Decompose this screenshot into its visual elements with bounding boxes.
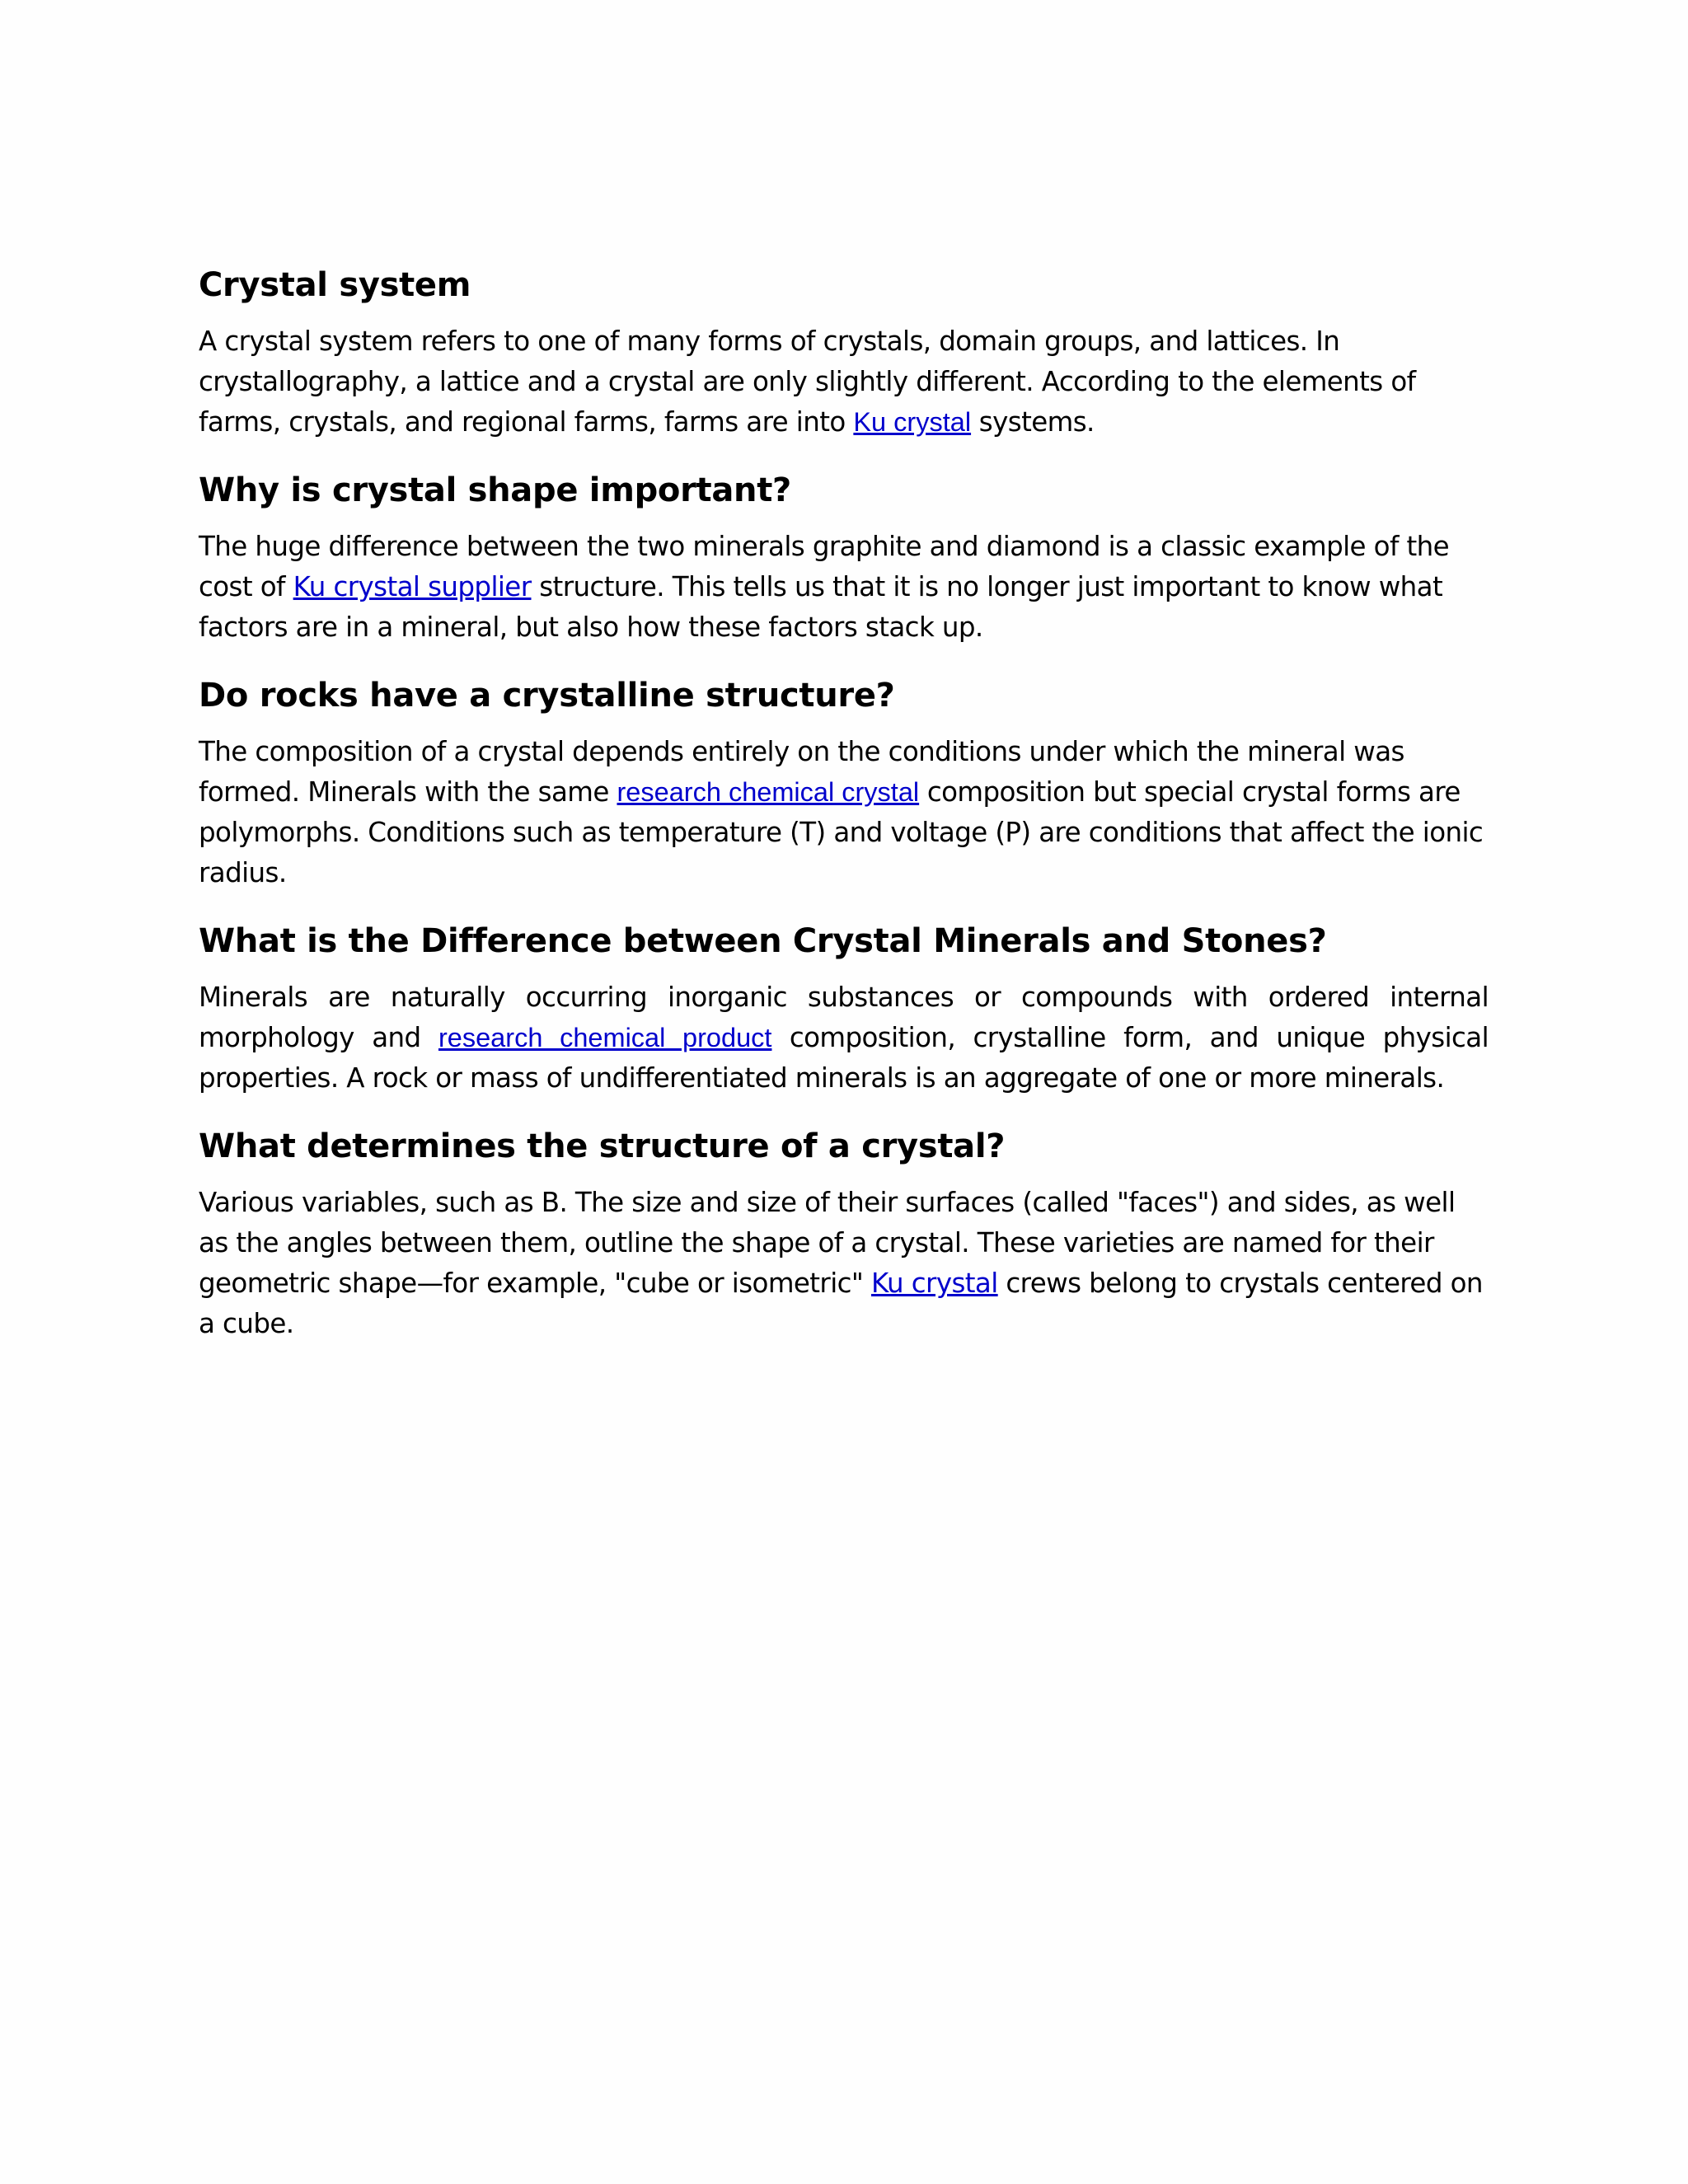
paragraph-text: composition but special crystal forms are polymorphs. Conditions such as temperature (T) and voltage (P) are conditions that affect the ionic radius. <box>199 776 1484 888</box>
paragraph-rocks-crystalline <box>199 732 1489 893</box>
paragraph-why-crystal-shape <box>199 527 1489 648</box>
link-ku-crystal-supplier[interactable]: Ku crystal supplier <box>293 571 532 602</box>
paragraph-crystal-system <box>199 321 1489 443</box>
heading-why-crystal-shape: Why is crystal shape important? <box>199 471 791 509</box>
link-research-chemical-crystal[interactable]: research chemical crystal <box>617 777 920 807</box>
paragraph-text: crews belong to crystals centered on a cube. <box>199 1268 1483 1339</box>
paragraph-text: The huge difference between the two minerals graphite and diamond is a classic example of the cost of <box>199 531 1450 602</box>
heading-rocks-crystalline: Do rocks have a crystalline structure? <box>199 677 895 715</box>
paragraph-text: structure. This tells us that it is no longer just important to know what factors are in a mineral, but also how these factors stack up. <box>199 571 1443 643</box>
document-body <box>199 262 1489 1369</box>
paragraph-text: composition, crystalline form, and unique physical properties. A rock or mass of undifferentiated minerals is an aggregate of one or more minerals. <box>199 1022 1489 1094</box>
heading-minerals-vs-stones: What is the Difference between Crystal Minerals and Stones? <box>199 922 1327 960</box>
paragraph-text: Minerals are naturally occurring inorganic substances or compounds with ordered internal morphology and <box>199 982 1489 1053</box>
link-ku-crystal-2[interactable]: Ku crystal <box>870 1268 998 1299</box>
paragraph-crystal-structure <box>199 1183 1489 1344</box>
link-ku-crystal[interactable]: Ku crystal <box>853 407 972 437</box>
link-research-chemical-product[interactable]: research chemical product <box>438 1023 772 1052</box>
paragraph-minerals-vs-stones <box>199 977 1489 1099</box>
paragraph-text: A crystal system refers to one of many forms of crystals, domain groups, and lattices. In crystallography, a lattice and a crystal are only slightly different. According to the elements of farms, crystals, and regional farms, farms are into <box>199 326 1416 438</box>
paragraph-text: Various variables, such as B. The size and size of their surfaces (called "faces") and sides, as well as the angles between them, outline the shape of a crystal. These varieties are named for their geometric shape—for example, "cube or isometric" <box>199 1187 1456 1299</box>
paragraph-text: systems. <box>971 406 1095 438</box>
heading-crystal-system: Crystal system <box>199 266 471 304</box>
heading-crystal-structure: What determines the structure of a crystal? <box>199 1127 1006 1165</box>
paragraph-text: The composition of a crystal depends entirely on the conditions under which the mineral was formed. Minerals with the same <box>199 736 1404 808</box>
